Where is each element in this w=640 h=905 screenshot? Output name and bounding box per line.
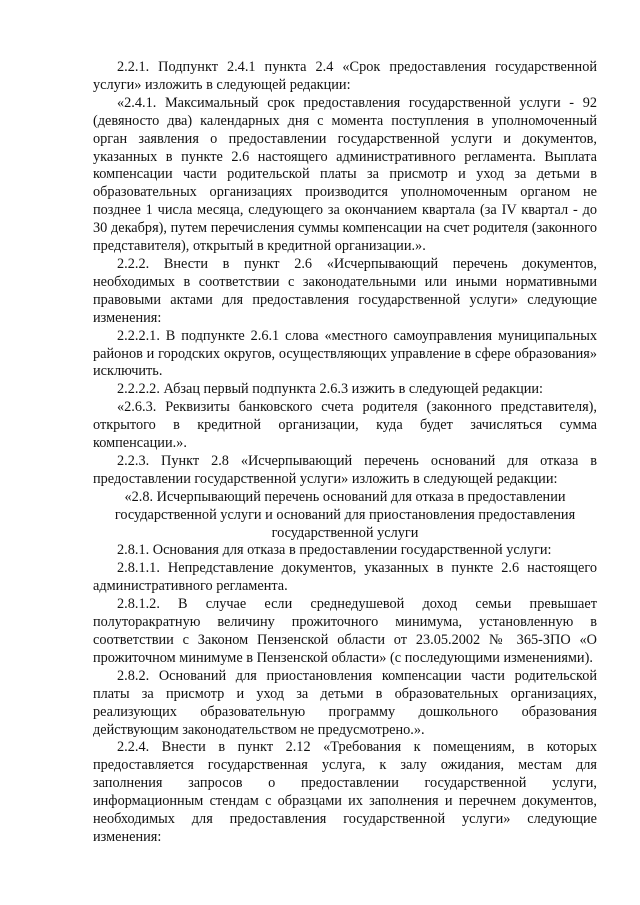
document-page bbox=[93, 59, 597, 847]
paragraph-2-2-1: 2.2.1. Подпункт 2.4.1 пункта 2.4 «Срок предоставления государственной услуги» изложить в следующей редакции: bbox=[93, 59, 597, 93]
paragraph-2-2-4: 2.2.4. Внести в пункт 2.12 «Требования к помещениям, в которых предоставляется государственная услуга, к залу ожидания, местам для заполнения запросов о предоставлении государственной услуги, информационным стендам с образцами их заполнения и перечнем документов, необходимых для предоставления государственной услуги» следующие изменения: bbox=[93, 739, 597, 845]
paragraph-2-8-2: 2.8.2. Оснований для приостановления компенсации части родительской платы за присмотр и уход за детьми в образовательных организациях, реализующих образовательную программу дошкольного образования действующим законодательством не предусмотрено.». bbox=[93, 667, 597, 738]
paragraph-2-2-2-1: 2.2.2.1. В подпункте 2.6.1 слова «местного самоуправления муниципальных районов и городских округов, осуществляющих управление в сфере образования» исключить. bbox=[93, 327, 597, 380]
paragraph-2-6-3: «2.6.3. Реквизиты банковского счета родителя (законного представителя), открытого в кредитной организации, куда будет зачисляться сумма компенсации.». bbox=[93, 399, 597, 452]
paragraph-2-2-3: 2.2.3. Пункт 2.8 «Исчерпывающий перечень оснований для отказа в предоставлении государственной услуги» изложить в следующей редакции: bbox=[93, 452, 597, 487]
paragraph-2-8-1-1: 2.8.1.1. Непредставление документов, указанных в пункте 2.6 настоящего административного регламента. bbox=[93, 560, 597, 595]
paragraph-2-8-1-2: 2.8.1.2. В случае если среднедушевой доход семьи превышает полуторакратную величину прожиточного минимума, установленную в соответствии с Законом Пензенской области от 23.05.2002 № 365-ЗПО «О прожиточном минимуме в Пензенской области» (с последующими изменениями). bbox=[93, 596, 597, 666]
paragraph-2-2-2-2: 2.2.2.2. Абзац первый подпункта 2.6.3 изжить в следующей редакции: bbox=[117, 381, 544, 398]
paragraph-2-2-2: 2.2.2. Внести в пункт 2.6 «Исчерпывающий перечень документов, необходимых в соответствии с законодательными или иными нормативными правовыми актами для предоставления государственной услуги» следующие изменения: bbox=[93, 255, 597, 326]
paragraph-2-8-1: 2.8.1. Основания для отказа в предоставлении государственной услуги: bbox=[117, 542, 552, 559]
paragraph-2-4-1: «2.4.1. Максимальный срок предоставления государственной услуги - 92 (девяносто два) календарных дня с момента поступления в уполномоченный орган заявления о предоставлении государственной услуги и документов, указанных в пункте 2.6 настоящего административного регламента. Выплата компенсации части родительской платы за присмотр и уход за детьми в образовательных организациях производится уполномоченным органом не позднее 1 числа месяца, следующего за окончанием квартала (за IV квартал - до 30 декабря), путем перечисления суммы компенсации на счет родителя (законного представителя), открытый в кредитной организации.». bbox=[93, 94, 597, 255]
section-heading-2-8: «2.8. Исчерпывающий перечень оснований для отказа в предоставлении государственной услуги и оснований для приостановления предоставления государственной услуги bbox=[114, 488, 576, 541]
